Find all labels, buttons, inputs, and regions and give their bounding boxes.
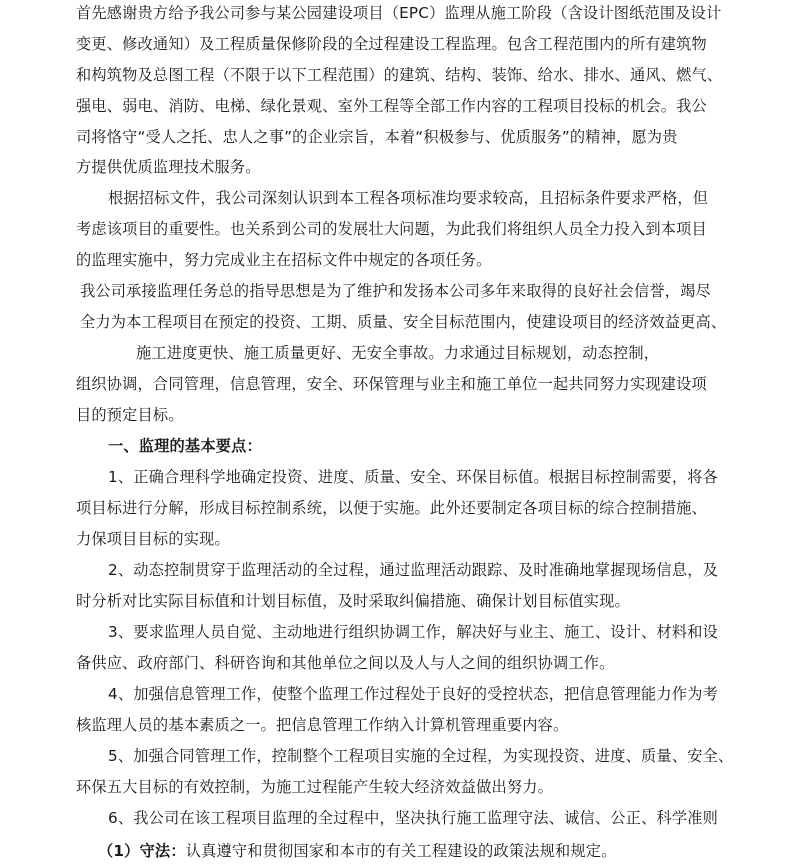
paragraph-line: 我公司承接监理任务总的指导思想是为了维护和发扬本公司多年来取得的良好社会信誉，竭尽 [80,282,711,300]
paragraph-line: 考虑该项目的重要性。也关系到公司的发展壮大问题，为此我们将组织人员全力投入到本项目 [76,220,707,238]
list-item-line: 4、加强信息管理工作，使整个监理工作过程处于良好的受控状态，把信息管理能力作为考 [108,685,718,703]
list-item-line: 5、加强合同管理工作，控制整个工程项目实施的全过程，为实现投资、进度、质量、安全、 [108,747,734,765]
sub-item-line [98,836,617,867]
list-item-line: 1、正确合理科学地确定投资、进度、质量、安全、环保目标值。根据目标控制需要，将各 [108,468,718,486]
list-item-line: 时分析对比实际目标值和计划目标值，及时采取纠偏措施、确保计划目标值实现。 [76,592,630,610]
sub-item-text: 认真遵守和贯彻国家和本市的有关工程建设的政策法规和规定。 [185,842,617,860]
paragraph-line: 根据招标文件，我公司深刻认识到本工程各项标准均要求较高，且招标条件要求严格，但 [108,189,709,207]
list-item-line: 力保项目目标的实现。 [76,530,230,548]
paragraph-line: 变更、修改通知）及工程质量保修阶段的全过程建设工程监理。包含工程范围内的所有建筑物 [76,35,707,53]
paragraph-line: 目的预定目标。 [76,406,184,424]
paragraph-line: 方提供优质监理技术服务。 [76,158,261,176]
paragraph-line: 和构筑物及总图工程（不限于以下工程范围）的建筑、结构、装饰、给水、排水、通风、燃气、 [76,66,723,84]
list-item-line: 备供应、政府部门、科研咨询和其他单位之间以及人与人之间的组织协调工作。 [76,654,615,672]
list-item-line: 2、动态控制贯穿于监理活动的全过程，通过监理活动跟踪、及时准确地掌握现场信息，及 [108,561,718,579]
list-item-line: 3、要求监理人员自觉、主动地进行组织协调工作，解决好与业主、施工、设计、材料和设 [108,623,718,641]
paragraph-line: 的监理实施中，努力完成业主在招标文件中规定的各项任务。 [76,251,492,269]
paragraph-line: 组织协调，合同管理，信息管理，安全、环保管理与业主和施工单位一起共同努力实现建设项 [76,375,707,393]
list-item-line: 核监理人员的基本素质之一。把信息管理工作纳入计算机管理重要内容。 [76,716,569,734]
list-item-line: 项目标进行分解，形成目标控制系统，以便于实施。此外还要制定各项目标的综合控制措施、 [76,499,707,517]
list-item-line: 环保五大目标的有效控制，为施工过程能产生较大经济效益做出努力。 [76,778,554,796]
paragraph-line: 强电、弱电、消防、电梯、绿化景观、室外工程等全部工作内容的工程项目投标的机会。我公 [76,97,707,115]
paragraph-line: 施工进度更快、施工质量更好、无安全事故。力求通过目标规划，动态控制， [136,344,660,362]
paragraph-line: 司将恪守“受人之托、忠人之事”的企业宗旨，本着“积极参与、优质服务”的精神，愿为贵 [76,128,678,146]
sub-item-label: （1）守法： [98,842,186,860]
paragraph-line: 首先感谢贵方给予我公司参与某公园建设项目（EPC）监理从施工阶段（含设计图纸范围及设计 [76,4,722,22]
paragraph-line: 全力为本工程项目在预定的投资、工期、质量、安全目标范围内，使建设项目的经济效益更高、 [80,313,727,331]
section-heading: 一、监理的基本要点： [108,437,262,455]
list-item-line: 6、我公司在该工程项目监理的全过程中，坚决执行施工监理守法、诚信、公正、科学准则 [108,809,718,827]
